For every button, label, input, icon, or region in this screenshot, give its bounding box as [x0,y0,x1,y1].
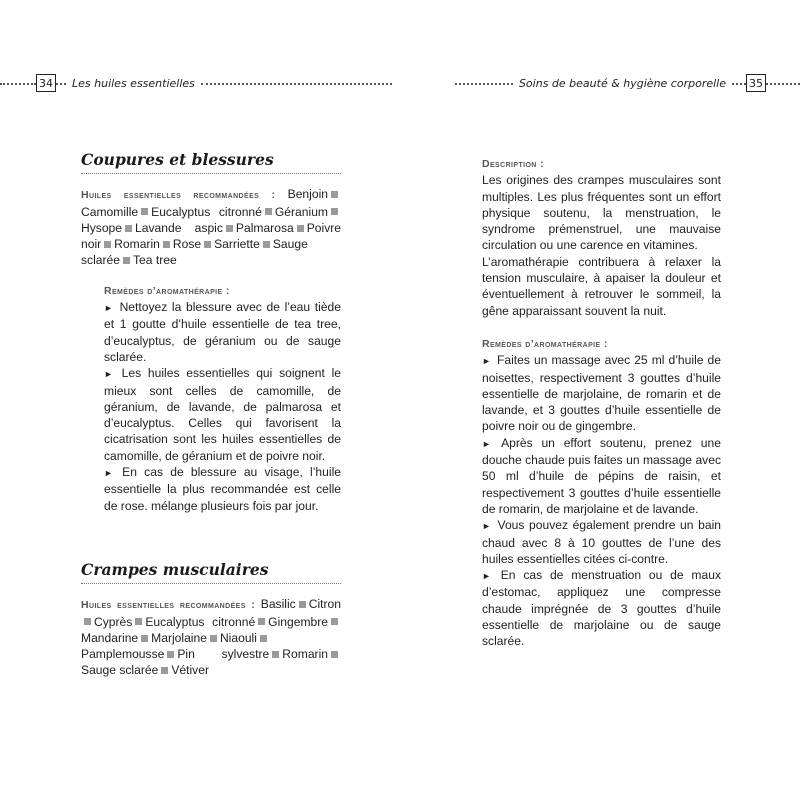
square-bullet-icon [204,241,211,248]
square-bullet-icon [226,225,233,232]
page-number-right: 35 [746,74,766,92]
right-page-column [482,156,721,650]
square-bullet-icon [260,635,267,642]
remedy-text: Nettoyez la blessure avec de l’eau tiède et 1 goutte d’huile essentielle de tea tree, d’eucalyptus, de géranium ou de sauge sclarée. [104,300,341,364]
oil-name: Rose [172,237,202,252]
oil-name: Basilic [260,597,296,612]
dotted-rule [0,83,36,85]
description-paragraph: L’aromathérapie contribuera à relaxer la tension musculaire, à apaiser la douleur et éventuellement à retrouver le sommeil, la gêne apparaissant souvent la nuit. [482,254,721,318]
oil-name: Niaouli [219,630,257,645]
dotted-rule [56,83,66,85]
remedy-text: En cas de blessure au visage, l’huile essentielle la plus recommandée est celle de rose. mélange plusieurs fois par jour. [104,465,341,513]
arrow-bullet-icon: ► [104,468,113,479]
oil-name: Pamplemousse [81,647,165,662]
remedy-item [104,365,341,464]
remedy-text: Vous pouvez également prendre un bain chaud avec 8 à 10 gouttes de l’une des huiles essentielles citées ci-contre. [482,518,721,566]
remedy-item [482,435,721,517]
running-title-left: Les huiles essentielles [72,76,195,90]
oil-name: Sauge sclarée [81,237,308,268]
arrow-bullet-icon: ► [482,521,491,532]
arrow-bullet-icon: ► [482,356,491,367]
square-bullet-icon [265,208,272,215]
remedy-text: Les huiles essentielles qui soignent le mieux sont celles de camomille, de géranium, de lavande, de palmarosa et d’eucalyptus. Celles qui favorisent la cicatrisation sont les huiles essentielles de camomille, de géranium et de poivre noir. [104,366,341,463]
arrow-bullet-icon: ► [104,303,113,314]
oil-name: Lavande aspic [135,220,223,235]
remedy-item [482,517,721,567]
remedy-item [104,299,341,365]
remedy-text: Après un effort soutenu, prenez une douche chaude puis faites un massage avec 50 ml d’huile de pépins de raisin, et respectivement 3 gouttes d’huile essentielle de romarin, de marjolaine et de lavande. [482,435,721,516]
oil-name: Citron [308,597,341,612]
oil-name: Vétiver [171,663,209,678]
square-bullet-icon [331,651,338,658]
square-bullet-icon [141,208,148,215]
remedy-text: En cas de menstruation ou de maux d’estomac, appliquez une compresse chaude imprégnée de 3 gouttes d’huile essentielle de marjolaine ou de sauge sclarée. [482,568,721,649]
oils-list [81,186,341,268]
oil-name: Camomille [81,204,139,219]
oils-label: Huiles essentielles recommandées : [81,189,276,202]
dotted-rule [455,83,513,85]
square-bullet-icon [331,191,338,198]
arrow-bullet-icon: ► [482,571,491,582]
oil-name: Eucalyptus citronné [145,614,256,629]
section-coupures [81,152,341,514]
description-label: Description : [482,158,544,170]
square-bullet-icon [210,635,217,642]
dotted-rule [732,83,746,85]
oil-name: Benjoin [287,187,328,202]
page-number-left: 34 [36,74,56,92]
square-bullet-icon [272,651,279,658]
square-bullet-icon [84,618,91,625]
oil-name: Sarriette [214,237,260,252]
square-bullet-icon [104,241,111,248]
oil-name: Gingembre [268,614,328,629]
oil-name: Cyprès [94,614,133,629]
remedies-block [482,336,721,650]
oil-name: Tea tree [133,253,177,268]
square-bullet-icon [299,601,306,608]
oil-name: Eucalyptus citronné [151,204,262,219]
remedies-label: Remèdes d’aromathérapie : [104,284,230,297]
oil-name: Pin sylvestre [177,647,270,662]
square-bullet-icon [125,225,132,232]
arrow-bullet-icon: ► [104,369,113,380]
square-bullet-icon [141,635,148,642]
dotted-rule [201,83,392,85]
dotted-rule [766,83,800,85]
square-bullet-icon [135,618,142,625]
description-paragraph: Les origines des crampes musculaires sont multiples. Les plus fréquentes sont un effort physique soutenu, la menstruation, le syndrome prémenstruel, une mauvaise circulation ou une carence en vitamines. [482,173,721,253]
square-bullet-icon [258,618,265,625]
remedies-label: Remèdes d’aromathérapie : [482,337,608,350]
remedy-text: Faites un massage avec 25 ml d’huile de noisettes, respectivement 3 gouttes d’huile essentielle de marjolaine, de romarin et de lavande, et 3 gouttes d’huile essentielle de poivre noir ou de gingembre. [482,353,721,434]
remedy-item [482,352,721,434]
square-bullet-icon [297,225,304,232]
left-page-column [81,152,341,679]
section-title: Crampes musculaires [81,562,341,584]
oils-list [81,596,341,678]
oil-name: Palmarosa [235,220,294,235]
oil-name: Sauge sclarée [81,663,159,678]
square-bullet-icon [331,208,338,215]
remedies-block [81,283,341,514]
description-block [482,156,721,319]
oil-name: Marjolaine [151,630,207,645]
oil-name: Hysope [81,220,123,235]
oils-label: Huiles essentielles recommandées : [81,599,256,612]
oil-name: Romarin [282,647,328,662]
header-left [0,74,400,92]
section-crampes [81,559,341,679]
oil-name: Poivre noir [81,220,341,252]
remedy-item [482,567,721,649]
running-title-right: Soins de beauté & hygiène corporelle [518,76,726,90]
section-title: Coupures et blessures [81,152,341,174]
square-bullet-icon [123,257,130,264]
square-bullet-icon [163,241,170,248]
remedy-item [104,464,341,514]
square-bullet-icon [167,651,174,658]
oil-name: Romarin [114,237,160,252]
oil-name: Géranium [274,204,328,219]
arrow-bullet-icon: ► [482,438,491,449]
square-bullet-icon [331,618,338,625]
header-right [455,74,800,92]
square-bullet-icon [161,667,168,674]
square-bullet-icon [263,241,270,248]
oil-name: Mandarine [81,630,139,645]
